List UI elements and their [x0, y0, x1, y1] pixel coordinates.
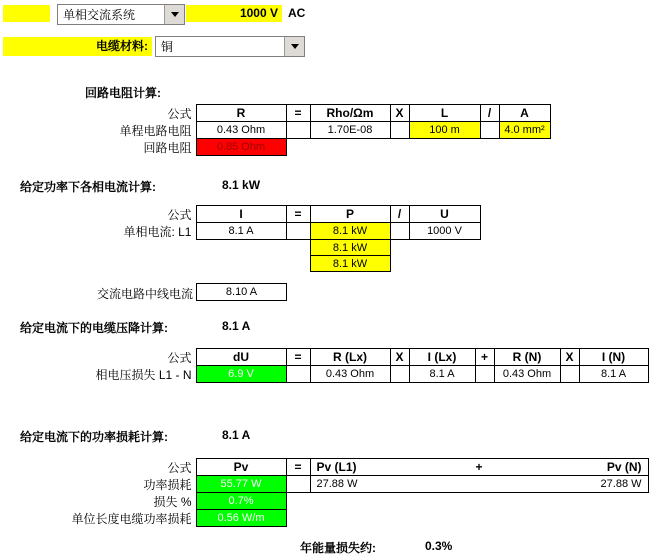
cell-i-n-value: 8.1 A: [579, 366, 648, 383]
header-pv-l1: Pv (L1): [316, 460, 357, 474]
cell-empty: [390, 122, 409, 139]
header-plus: +: [475, 460, 483, 474]
table-row: [0, 493, 648, 510]
header-length: L: [409, 105, 480, 122]
cell-loss-percent-result: 0.7%: [196, 493, 286, 510]
cell-empty: [286, 366, 310, 383]
annual-loss-label: 年能量损失约:: [300, 541, 376, 555]
cell-area-input[interactable]: 4.0 mm²: [499, 122, 550, 139]
header-pv-n: Pv (N): [606, 460, 642, 474]
table-row: [0, 510, 648, 527]
header-rho: Rho/Ωm: [310, 105, 390, 122]
header-current: I: [196, 206, 286, 223]
cell-empty: [286, 223, 310, 240]
cable-material-label: 电缆材料:: [3, 37, 152, 56]
header-times: X: [390, 105, 409, 122]
chevron-down-icon: [171, 12, 179, 17]
cell-pv-l1-value: 27.88 W: [316, 478, 358, 490]
phase-current-table: [0, 205, 481, 272]
table-row: [0, 223, 480, 240]
cell-empty: [560, 366, 579, 383]
cell-power-input-l3[interactable]: 8.1 kW: [310, 256, 390, 272]
header-equals: =: [286, 349, 310, 366]
section-title-power-loss: 给定电流下的功率损耗计算:: [20, 430, 168, 444]
table-row: [0, 459, 648, 476]
header-area: A: [499, 105, 550, 122]
cell-empty: [286, 122, 310, 139]
formula-label: 公式: [167, 207, 192, 222]
neutral-current-label: 交流电路中线电流: [96, 287, 193, 301]
neutral-current-value: 8.10 A: [196, 283, 287, 301]
table-row: [0, 105, 550, 122]
cable-material-value: 铜: [161, 40, 174, 54]
system-type-select[interactable]: [57, 4, 185, 25]
table-row: [0, 240, 480, 256]
cell-r-n-value: 0.43 Ohm: [494, 366, 560, 383]
dropdown-button[interactable]: [164, 5, 184, 24]
section-title-voltage-drop: 给定电流下的电缆压降计算:: [20, 321, 168, 335]
formula-label: 公式: [167, 350, 192, 365]
power-loss-table: [0, 458, 649, 527]
cell-rho-value: 1.70E-08: [310, 122, 390, 139]
voltage-drop-table: [0, 348, 649, 383]
table-row: [0, 476, 648, 493]
highlight-cell-top-left[interactable]: [3, 5, 50, 22]
row-label-loop-resistance: 回路电阻: [143, 140, 192, 155]
cell-i-lx-value: 8.1 A: [409, 366, 475, 383]
row-label-phase-current-l1: 单相电流: L1: [123, 224, 192, 239]
cell-empty: [480, 122, 499, 139]
cell-loop-resistance-result: 0.85 Ohm: [196, 139, 286, 156]
header-pv: Pv: [196, 459, 286, 476]
header-divide: /: [390, 206, 409, 223]
section-value-voltage-drop: 8.1 A: [222, 319, 251, 333]
cell-r-lx-value: 0.43 Ohm: [310, 366, 390, 383]
header-r: R: [196, 105, 286, 122]
table-row: [0, 206, 480, 223]
header-i-lx: I (Lx): [409, 349, 475, 366]
header-r-n: R (N): [494, 349, 560, 366]
header-voltage: U: [409, 206, 480, 223]
header-equals: =: [286, 459, 310, 476]
cell-empty: [475, 366, 494, 383]
cell-length-input[interactable]: 100 m: [409, 122, 480, 139]
header-du: dU: [196, 349, 286, 366]
row-label-loss-per-length: 单位长度电缆功率损耗: [71, 511, 192, 526]
section-title-phase-current: 给定功率下各相电流计算:: [20, 180, 156, 194]
formula-label: 公式: [167, 460, 192, 475]
row-label-loss-percent: 损失 %: [153, 494, 192, 509]
section-title-loop-resistance: 回路电阻计算:: [85, 86, 161, 100]
cell-power-input-l2[interactable]: 8.1 kW: [310, 240, 390, 256]
row-label-oneway-resistance: 单程电路电阻: [119, 123, 192, 138]
header-pv-terms: [310, 459, 648, 476]
section-value-power-loss: 8.1 A: [222, 428, 251, 442]
row-label-power-loss: 功率损耗: [143, 477, 192, 492]
cell-empty: [390, 223, 409, 240]
header-equals: =: [286, 105, 310, 122]
table-row: [0, 139, 550, 156]
section-value-phase-current: 8.1 kW: [222, 178, 261, 192]
cell-empty: [390, 366, 409, 383]
table-row: [0, 349, 648, 366]
cell-du-result: 6.9 V: [196, 366, 286, 383]
cell-voltage-value: 1000 V: [409, 223, 480, 240]
header-power: P: [310, 206, 390, 223]
voltage-cell[interactable]: 1000 V: [186, 5, 282, 22]
annual-loss-value: 0.3%: [425, 539, 453, 553]
header-plus: +: [475, 349, 494, 366]
chevron-down-icon: [291, 44, 299, 49]
header-times: X: [390, 349, 409, 366]
header-equals: =: [286, 206, 310, 223]
cell-pv-result: 55.77 W: [196, 476, 286, 493]
cell-loss-per-length-result: 0.56 W/m: [196, 510, 286, 527]
table-row: [0, 122, 550, 139]
cell-pv-n-value: 27.88 W: [600, 478, 642, 490]
cell-oneway-resistance: 0.43 Ohm: [196, 122, 286, 139]
dropdown-button[interactable]: [284, 37, 304, 56]
current-type-label: AC: [288, 6, 306, 20]
header-divide: /: [480, 105, 499, 122]
header-r-lx: R (Lx): [310, 349, 390, 366]
header-times: X: [560, 349, 579, 366]
header-i-n: I (N): [579, 349, 648, 366]
row-label-phase-voltage-loss: 相电压损失 L1 - N: [95, 367, 192, 382]
cell-pv-terms: [310, 476, 648, 493]
table-row: [0, 256, 480, 272]
loop-resistance-table: [0, 104, 551, 156]
cell-empty: [286, 476, 310, 493]
system-type-value: 单相交流系统: [63, 8, 136, 22]
table-row: [0, 366, 648, 383]
formula-label: 公式: [167, 106, 192, 121]
cell-current-l1: 8.1 A: [196, 223, 286, 240]
cell-power-input-l1[interactable]: 8.1 kW: [310, 223, 390, 240]
cable-material-select[interactable]: [155, 36, 305, 57]
